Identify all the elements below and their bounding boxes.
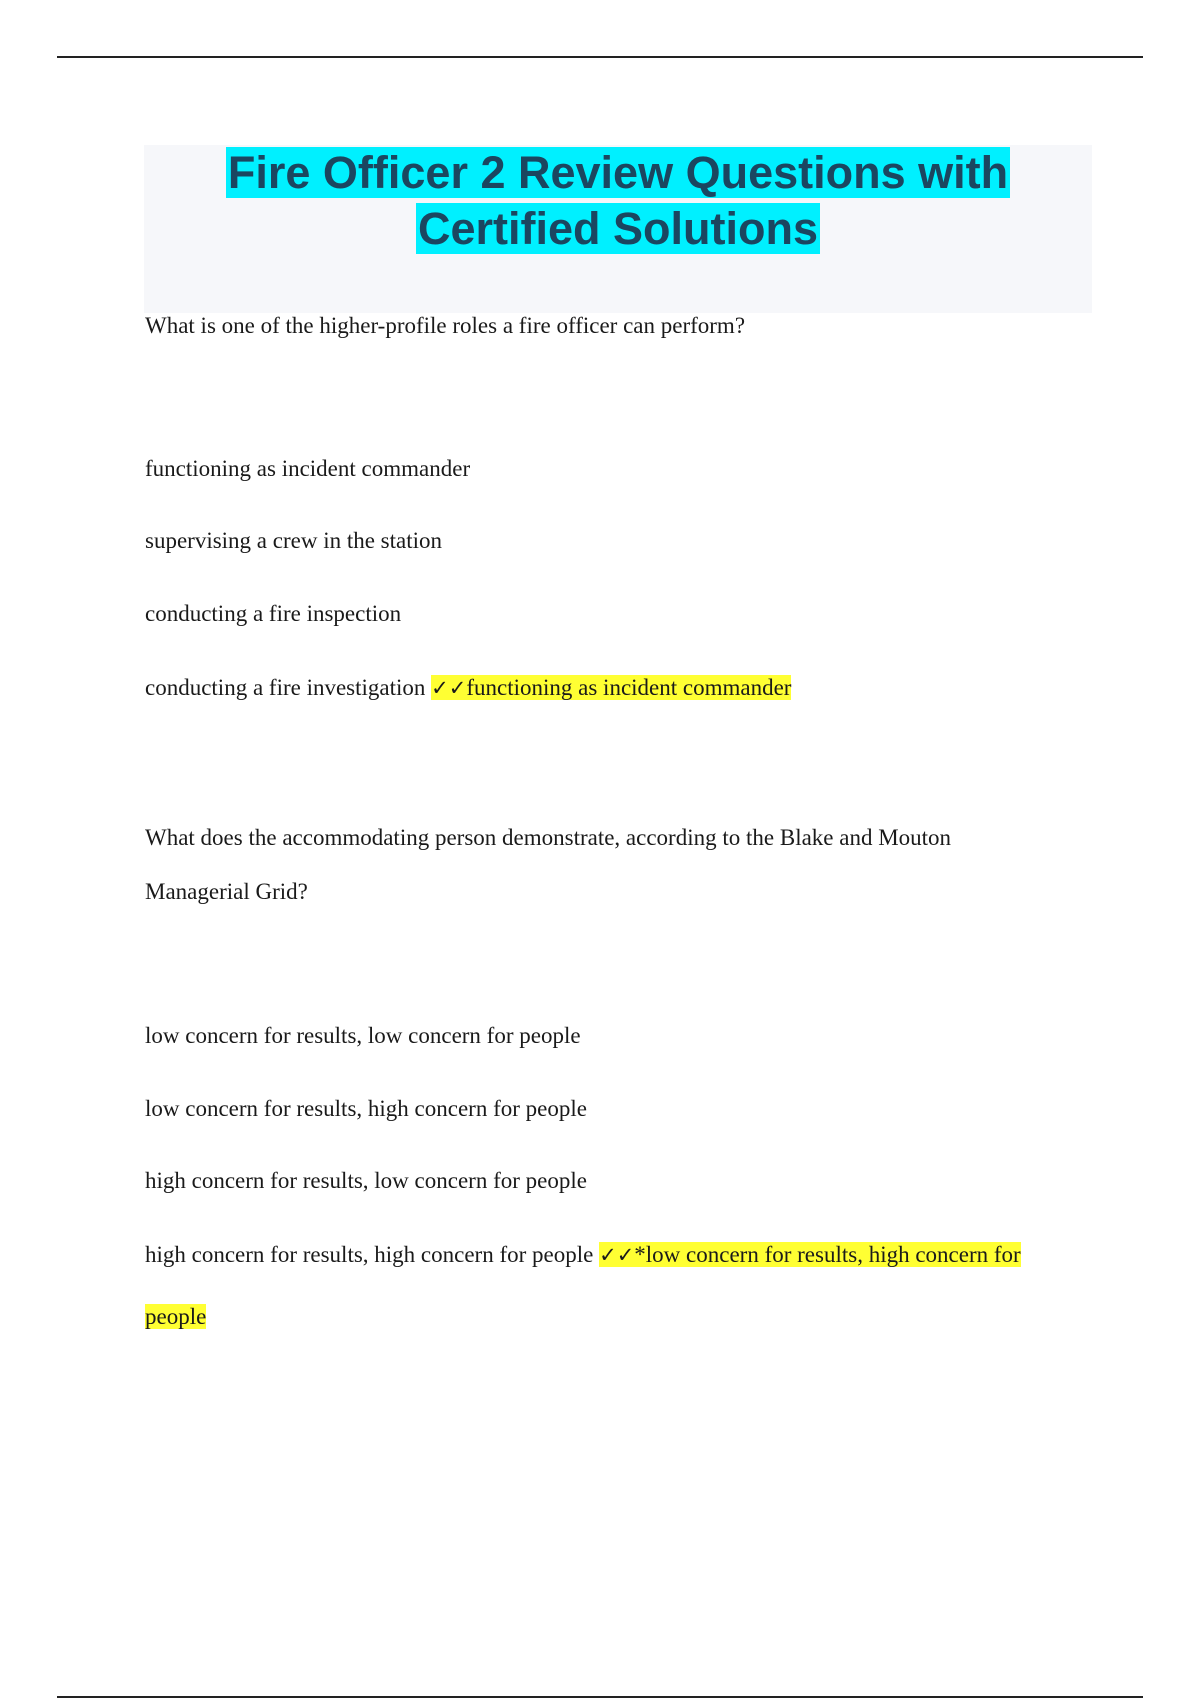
footer-rule <box>57 1696 1143 1698</box>
question-2-option-2: low concern for results, high concern for people <box>145 1096 587 1121</box>
question-1-option-2: supervising a crew in the station <box>145 528 443 553</box>
check-mark-icon: ✓✓ <box>599 1243 635 1267</box>
question-1-option-4: conducting a fire investigation <box>145 675 426 700</box>
question-2-option-1: low concern for results, low concern for people <box>145 1023 581 1048</box>
question-2-option-4-line <box>145 1240 1021 1270</box>
title-line-1: Fire Officer 2 Review Questions with <box>227 147 1009 198</box>
question-1-option-3: conducting a fire inspection <box>145 601 402 626</box>
document-title <box>144 145 1092 257</box>
question-2-prompt-line-2: Managerial Grid? <box>145 879 308 904</box>
header-rule <box>57 56 1143 58</box>
question-2-option-4: high concern for results, high concern for people <box>145 1242 594 1267</box>
question-1-answer-text: functioning as incident commander <box>466 675 792 700</box>
question-2-answer <box>599 1242 1021 1267</box>
question-1-prompt: What is one of the higher-profile roles a fire officer can perform? <box>145 313 746 338</box>
check-mark-icon: ✓✓ <box>431 676 467 700</box>
question-2-option-3: high concern for results, low concern for people <box>145 1168 587 1193</box>
question-1-option-1: functioning as incident commander <box>145 456 471 481</box>
title-line-2: Certified Solutions <box>417 203 818 254</box>
question-1-answer <box>431 675 791 700</box>
question-2-answer-text: *low concern for results, high concern for <box>634 1242 1021 1267</box>
question-2-answer-continued: people <box>145 1304 207 1329</box>
question-2-prompt-line-1: What does the accommodating person demonstrate, according to the Blake and Mouton <box>145 825 952 850</box>
question-2-answer-continued-line <box>145 1302 206 1332</box>
question-1-option-4-line <box>145 673 791 703</box>
